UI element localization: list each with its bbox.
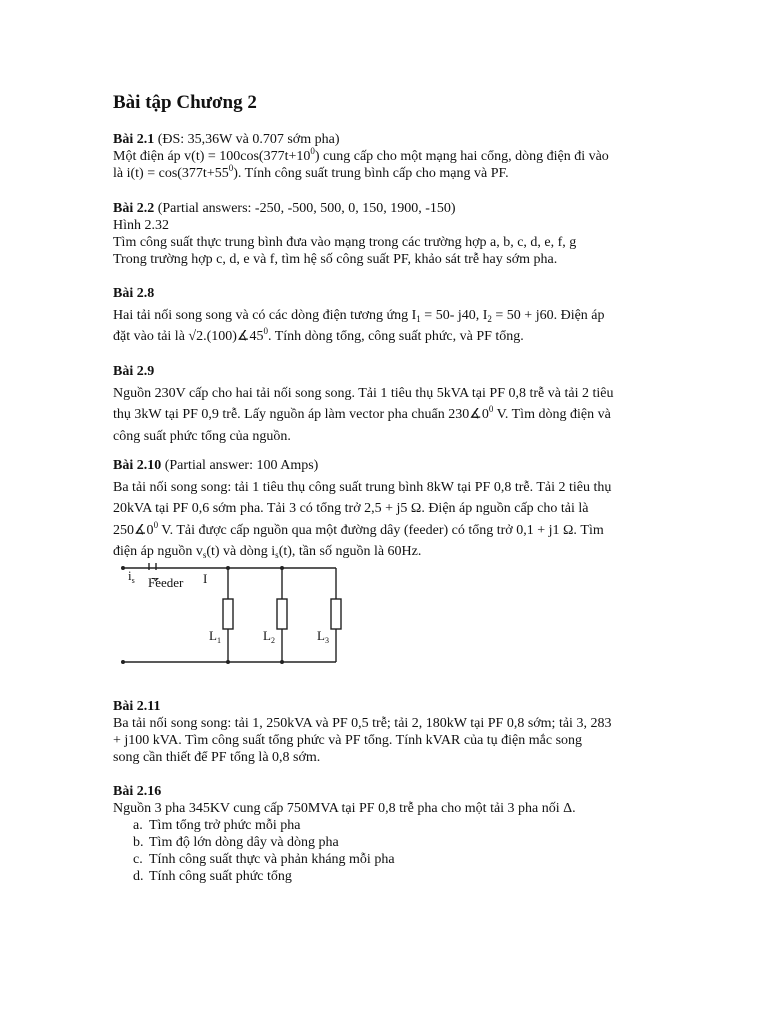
page-title: Bài tập Chương 2 [113,92,257,113]
exercise-text: 20kVA tại PF 0,6 sớm pha. Tải 3 có tổng trở 2,5 + j5 Ω. Điện áp nguồn cấp cho tải là [113,501,589,516]
source-current-label: $i_s$ [128,568,135,585]
exercise-heading: Bài 2.16 [113,784,162,799]
exercise-text: Ba tải nối song song: tải 1, 250kVA và PF 0,5 trễ; tải 2, 180kW tại PF 0,8 sớm; tải 3, 283 [113,716,612,731]
source-terminal-top [121,566,125,570]
exercise-heading: Bài 2.2 [113,201,155,216]
exercise-text: Một điện áp $v(t) = 100\cos(377t+10^0)$ cung cấp cho một mạng hai cổng, dòng điện đi vào [113,146,609,164]
exercise-text: công suất phức tổng của nguồn. [113,428,291,444]
parallel-load-circuit-diagram [121,560,361,670]
exercise-text: Tìm công suất thực trung bình đưa vào mạng trong các trường hợp a, b, c, d, e, f, g [113,235,577,250]
junction-node [226,566,230,570]
exercise-text: điện áp nguồn $v_s(t)$ và dòng $i_s(t)$, tần số nguồn là 60Hz. [113,544,422,560]
load-resistor-l1 [223,599,233,629]
load-label-l2: $L_2$ [263,628,275,645]
exercise-text: Ba tải nối song song: tải 1 tiêu thụ công suất trung bình 8kW tại PF 0,8 trễ. Tải 2 tiêu thụ [113,479,612,495]
exercise-heading: Bài 2.9 [113,364,155,379]
junction-node [226,660,230,664]
exercise-text: Trong trường hợp c, d, e và f, tìm hệ số công suất PF, khảo sát trễ hay sớm pha. [113,252,558,267]
exercise-text: song cần thiết để PF tổng là 0,8 sớm. [113,750,321,765]
exercise-heading: Bài 2.1 [113,132,155,147]
exercise-text: Nguồn 3 pha 345KV cung cấp 750MVA tại PF 0,8 trễ pha cho một tải 3 pha nối Δ. [113,801,576,816]
exercise-2-9 [113,361,673,447]
exercise-2-1 [113,131,673,182]
junction-node [280,566,284,570]
sub-question-list [113,817,673,885]
exercise-heading: Bài 2.11 [113,699,161,714]
exercise-text: thụ 3kW tại PF 0,9 trễ. Lấy nguồn áp làm vector pha chuẩn $230∡0^0$ V. Tìm dòng điện và [113,404,611,422]
exercise-text: Nguồn 230V cấp cho hai tải nối song song. Tải 1 tiêu thụ 5kVA tại PF 0,8 trễ và tải 2 tiêu [113,385,614,401]
load-resistor-l2 [277,599,287,629]
exercise-text: Hai tải nối song song và có các dòng điện tương ứng $I_1 = 50-$ j40, $I_2 = 50 + j60$. Điện áp [113,307,605,324]
list-item: b. Tìm độ lớn dòng dây và dòng pha [133,835,339,850]
exercise-text: $250∡0^0$ V. Tải được cấp nguồn qua một đường dây (feeder) có tổng trở 0,1 + j1 Ω. Tìm [113,519,604,538]
junction-node [280,660,284,664]
exercise-text: + j100 kVA. Tìm công suất tổng phức và PF tổng. Tính kVAR của tụ điện mắc song [113,733,583,748]
load-label-l3: $L_3$ [317,628,329,645]
exercise-2-16 [113,783,673,885]
load-resistor-l3 [331,599,341,629]
list-item: c. Tính công suất thực và phản kháng mỗi pha [133,852,395,867]
load-label-l1: $L_1$ [209,628,221,645]
exercise-text: là $i(t) = \cos(377t+55^0)$. Tính công suất trung bình cấp cho mạng và PF. [113,163,509,181]
exercise-2-11 [113,698,673,766]
exercise-answer: (Partial answer: 100 Amps) [161,458,319,473]
exercise-heading: Bài 2.8 [113,286,155,301]
source-terminal-bottom [121,660,125,664]
list-item: a. Tìm tổng trở phức mỗi pha [133,818,301,833]
exercise-answer: (ĐS: 35,36W và 0.707 sớm pha) [154,132,340,147]
exercise-text: đặt vào tải là $√2.(100)∡45^0$. Tính dòng tổng, công suất phức, và PF tổng. [113,326,524,344]
exercise-2-2 [113,200,673,268]
exercise-heading: Bài 2.10 [113,458,162,473]
list-item: d. Tính công suất phức tổng [133,869,292,884]
feeder-label: Feeder [148,575,184,590]
exercise-2-10 [113,455,673,563]
exercise-answer: (Partial answers: -250, -500, 500, 0, 150, 1900, -150) [154,201,456,216]
exercise-2-8 [113,283,673,348]
exercise-text: Hình 2.32 [113,218,169,233]
line-current-label: I [203,571,208,586]
